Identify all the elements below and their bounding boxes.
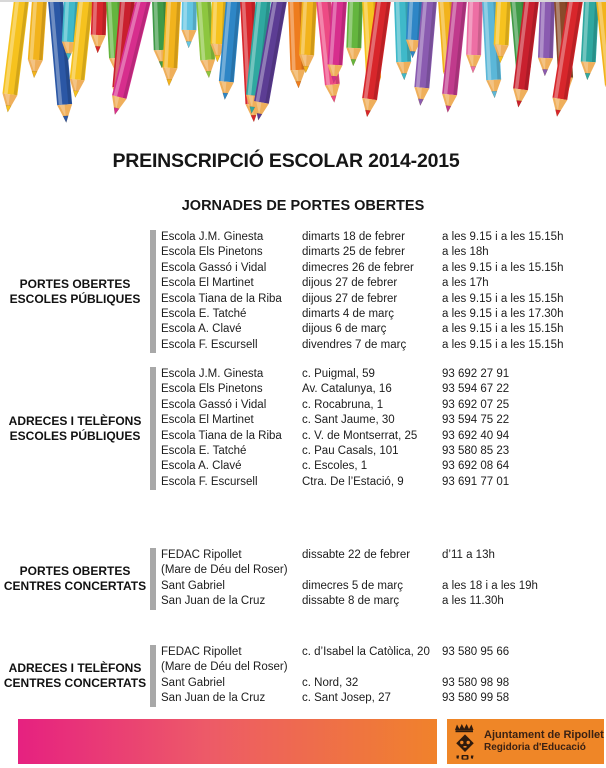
table-row: [161, 382, 600, 397]
phone-cell: 93 580 85 23: [442, 445, 510, 458]
section-dates-2: [0, 548, 600, 610]
school-name-cell: (Mare de Déu del Roser): [161, 564, 288, 577]
school-name-cell: Sant Gabriel: [161, 579, 225, 592]
section-addresss-1: [0, 367, 600, 490]
section-rows: [161, 367, 600, 490]
colored-pencils-illustration: [0, 0, 606, 130]
section-label-line: CENTRES CONCERTATS: [3, 675, 147, 690]
school-name-cell: Escola E. Tatché: [161, 308, 247, 321]
date-cell: dimarts 18 de febrer: [302, 231, 405, 243]
school-name-cell: Escola Els Pinetons: [161, 383, 263, 396]
date-cell: dimecres 5 de març: [302, 579, 403, 592]
footer-org-name: Ajuntament de Ripollet: [484, 729, 604, 741]
section-rows: [161, 548, 600, 610]
time-cell: a les 18 i a les 19h: [442, 579, 538, 592]
table-row: [161, 691, 600, 706]
section-divider-bar: [150, 230, 156, 353]
table-row: [161, 230, 600, 245]
time-cell: a les 9.15 i a les 15.15h: [442, 323, 564, 336]
date-cell: dimecres 26 de febrer: [302, 261, 414, 274]
school-name-cell: Escola A. Clavé: [161, 323, 242, 336]
section-label-line: PORTES OBERTES: [19, 563, 131, 578]
address-cell: [302, 660, 442, 675]
school-name-cell: Escola J.M. Ginesta: [161, 368, 264, 380]
section-dates-0: [0, 230, 600, 353]
address-cell: c. Puigmal, 59: [302, 368, 375, 380]
phone-cell: 93 594 67 22: [442, 383, 510, 396]
section-label: [0, 277, 150, 307]
section-label-line: ADRECES I TELÈFONS: [8, 413, 142, 428]
table-row: [161, 475, 600, 490]
date-cell: dissabte 8 de març: [302, 595, 400, 608]
ripollet-crest-icon: [452, 722, 478, 762]
time-cell: [442, 563, 600, 578]
time-cell: a les 9.15 i a les 15.15h: [442, 231, 564, 243]
table-row: [161, 594, 600, 609]
table-row: [161, 367, 600, 382]
address-cell: c. Sant Josep, 27: [302, 692, 391, 705]
section-label: [0, 414, 150, 444]
school-name-cell: Escola F. Escursell: [161, 338, 258, 351]
time-cell: a les 9.15 i a les 17.30h: [442, 308, 564, 321]
address-cell: c. Sant Jaume, 30: [302, 414, 395, 427]
section-label-line: ADRECES I TELÈFONS: [8, 660, 142, 675]
address-cell: Av. Catalunya, 16: [302, 383, 392, 396]
address-cell: c. Pau Casals, 101: [302, 445, 399, 458]
section-addresss-3: [0, 645, 600, 707]
phone-cell: 93 580 98 98: [442, 676, 510, 689]
table-row: [161, 261, 600, 276]
time-cell: a les 9.15 i a les 15.15h: [442, 292, 564, 305]
top-border-line: [0, 0, 606, 2]
section-label: [0, 564, 150, 594]
address-cell: c. Nord, 32: [302, 676, 359, 689]
footer-logo-block: [447, 719, 604, 764]
table-row: [161, 548, 600, 563]
date-cell: dijous 27 de febrer: [302, 292, 398, 305]
phone-cell: 93 580 99 58: [442, 692, 510, 705]
table-row: [161, 660, 600, 675]
date-cell: dijous 6 de març: [302, 323, 387, 336]
section-rows: [161, 230, 600, 353]
school-name-cell: San Juan de la Cruz: [161, 595, 266, 608]
table-row: [161, 322, 600, 337]
school-name-cell: Escola Gassó i Vidal: [161, 261, 267, 274]
table-row: [161, 645, 600, 660]
phone-cell: 93 580 95 66: [442, 646, 510, 658]
time-cell: a les 9.15 i a les 15.15h: [442, 261, 564, 274]
school-name-cell: Escola Gassó i Vidal: [161, 398, 267, 411]
phone-cell: 93 692 07 25: [442, 398, 510, 411]
date-cell: dimarts 25 de febrer: [302, 246, 405, 259]
time-cell: a les 18h: [442, 246, 489, 259]
school-name-cell: Escola J.M. Ginesta: [161, 231, 264, 243]
school-name-cell: Escola Els Pinetons: [161, 246, 263, 259]
school-name-cell: Sant Gabriel: [161, 676, 225, 689]
phone-cell: 93 692 08 64: [442, 460, 510, 473]
section-divider-bar: [150, 548, 156, 610]
section-label-line: CENTRES CONCERTATS: [3, 578, 147, 593]
table-row: [161, 307, 600, 322]
section-label-line: PORTES OBERTES: [19, 276, 131, 291]
section-divider-bar: [150, 645, 156, 707]
date-cell: dimarts 4 de març: [302, 308, 395, 321]
address-cell: c. Rocabruna, 1: [302, 398, 384, 411]
school-name-cell: Escola E. Tatché: [161, 445, 247, 458]
table-row: [161, 413, 600, 428]
school-name-cell: San Juan de la Cruz: [161, 692, 266, 705]
phone-cell: 93 692 27 91: [442, 368, 510, 380]
school-name-cell: FEDAC Ripollet: [161, 646, 242, 658]
table-row: [161, 338, 600, 353]
time-cell: a les 9.15 i a les 15.15h: [442, 338, 564, 351]
table-row: [161, 444, 600, 459]
address-cell: c. d’Isabel la Catòlica, 20: [302, 646, 430, 658]
table-row: [161, 398, 600, 413]
time-cell: a les 11.30h: [442, 595, 504, 608]
table-row: [161, 292, 600, 307]
date-cell: dijous 27 de febrer: [302, 277, 398, 290]
table-row: [161, 276, 600, 291]
phone-cell: [442, 660, 600, 675]
school-name-cell: Escola Tiana de la Riba: [161, 429, 282, 442]
phone-cell: 93 691 77 01: [442, 475, 510, 488]
school-name-cell: Escola A. Clavé: [161, 460, 242, 473]
date-cell: divendres 7 de març: [302, 338, 407, 351]
time-cell: a les 17h: [442, 277, 489, 290]
address-cell: c. V. de Montserrat, 25: [302, 429, 418, 442]
section-rows: [161, 645, 600, 707]
date-cell: [302, 563, 442, 578]
table-row: [161, 579, 600, 594]
section-label-line: ESCOLES PÚBLIQUES: [9, 428, 141, 443]
footer-org-text: [484, 729, 604, 754]
address-cell: Ctra. De l’Estació, 9: [302, 475, 404, 488]
section-label: [0, 661, 150, 691]
school-name-cell: Escola Tiana de la Riba: [161, 292, 282, 305]
date-cell: dissabte 22 de febrer: [302, 549, 411, 561]
school-name-cell: (Mare de Déu del Roser): [161, 661, 288, 674]
school-name-cell: FEDAC Ripollet: [161, 549, 242, 561]
page-title: PREINSCRIPCIÓ ESCOLAR 2014-2015: [112, 150, 460, 172]
table-row: [161, 563, 600, 578]
footer-org-department: Regidoria d'Educació: [484, 742, 586, 753]
page-subtitle: JORNADES DE PORTES OBERTES: [181, 198, 425, 214]
section-label-line: ESCOLES PÚBLIQUES: [9, 291, 141, 306]
phone-cell: 93 692 40 94: [442, 429, 510, 442]
school-name-cell: Escola F. Escursell: [161, 475, 258, 488]
address-cell: c. Escoles, 1: [302, 460, 368, 473]
footer-gradient-bar: [18, 719, 437, 764]
school-name-cell: Escola El Martinet: [161, 414, 254, 427]
table-row: [161, 676, 600, 691]
time-cell: d’11 a 13h: [442, 549, 495, 561]
section-divider-bar: [150, 367, 156, 490]
table-row: [161, 459, 600, 474]
school-name-cell: Escola El Martinet: [161, 277, 254, 290]
table-row: [161, 429, 600, 444]
phone-cell: 93 594 75 22: [442, 414, 510, 427]
table-row: [161, 245, 600, 260]
